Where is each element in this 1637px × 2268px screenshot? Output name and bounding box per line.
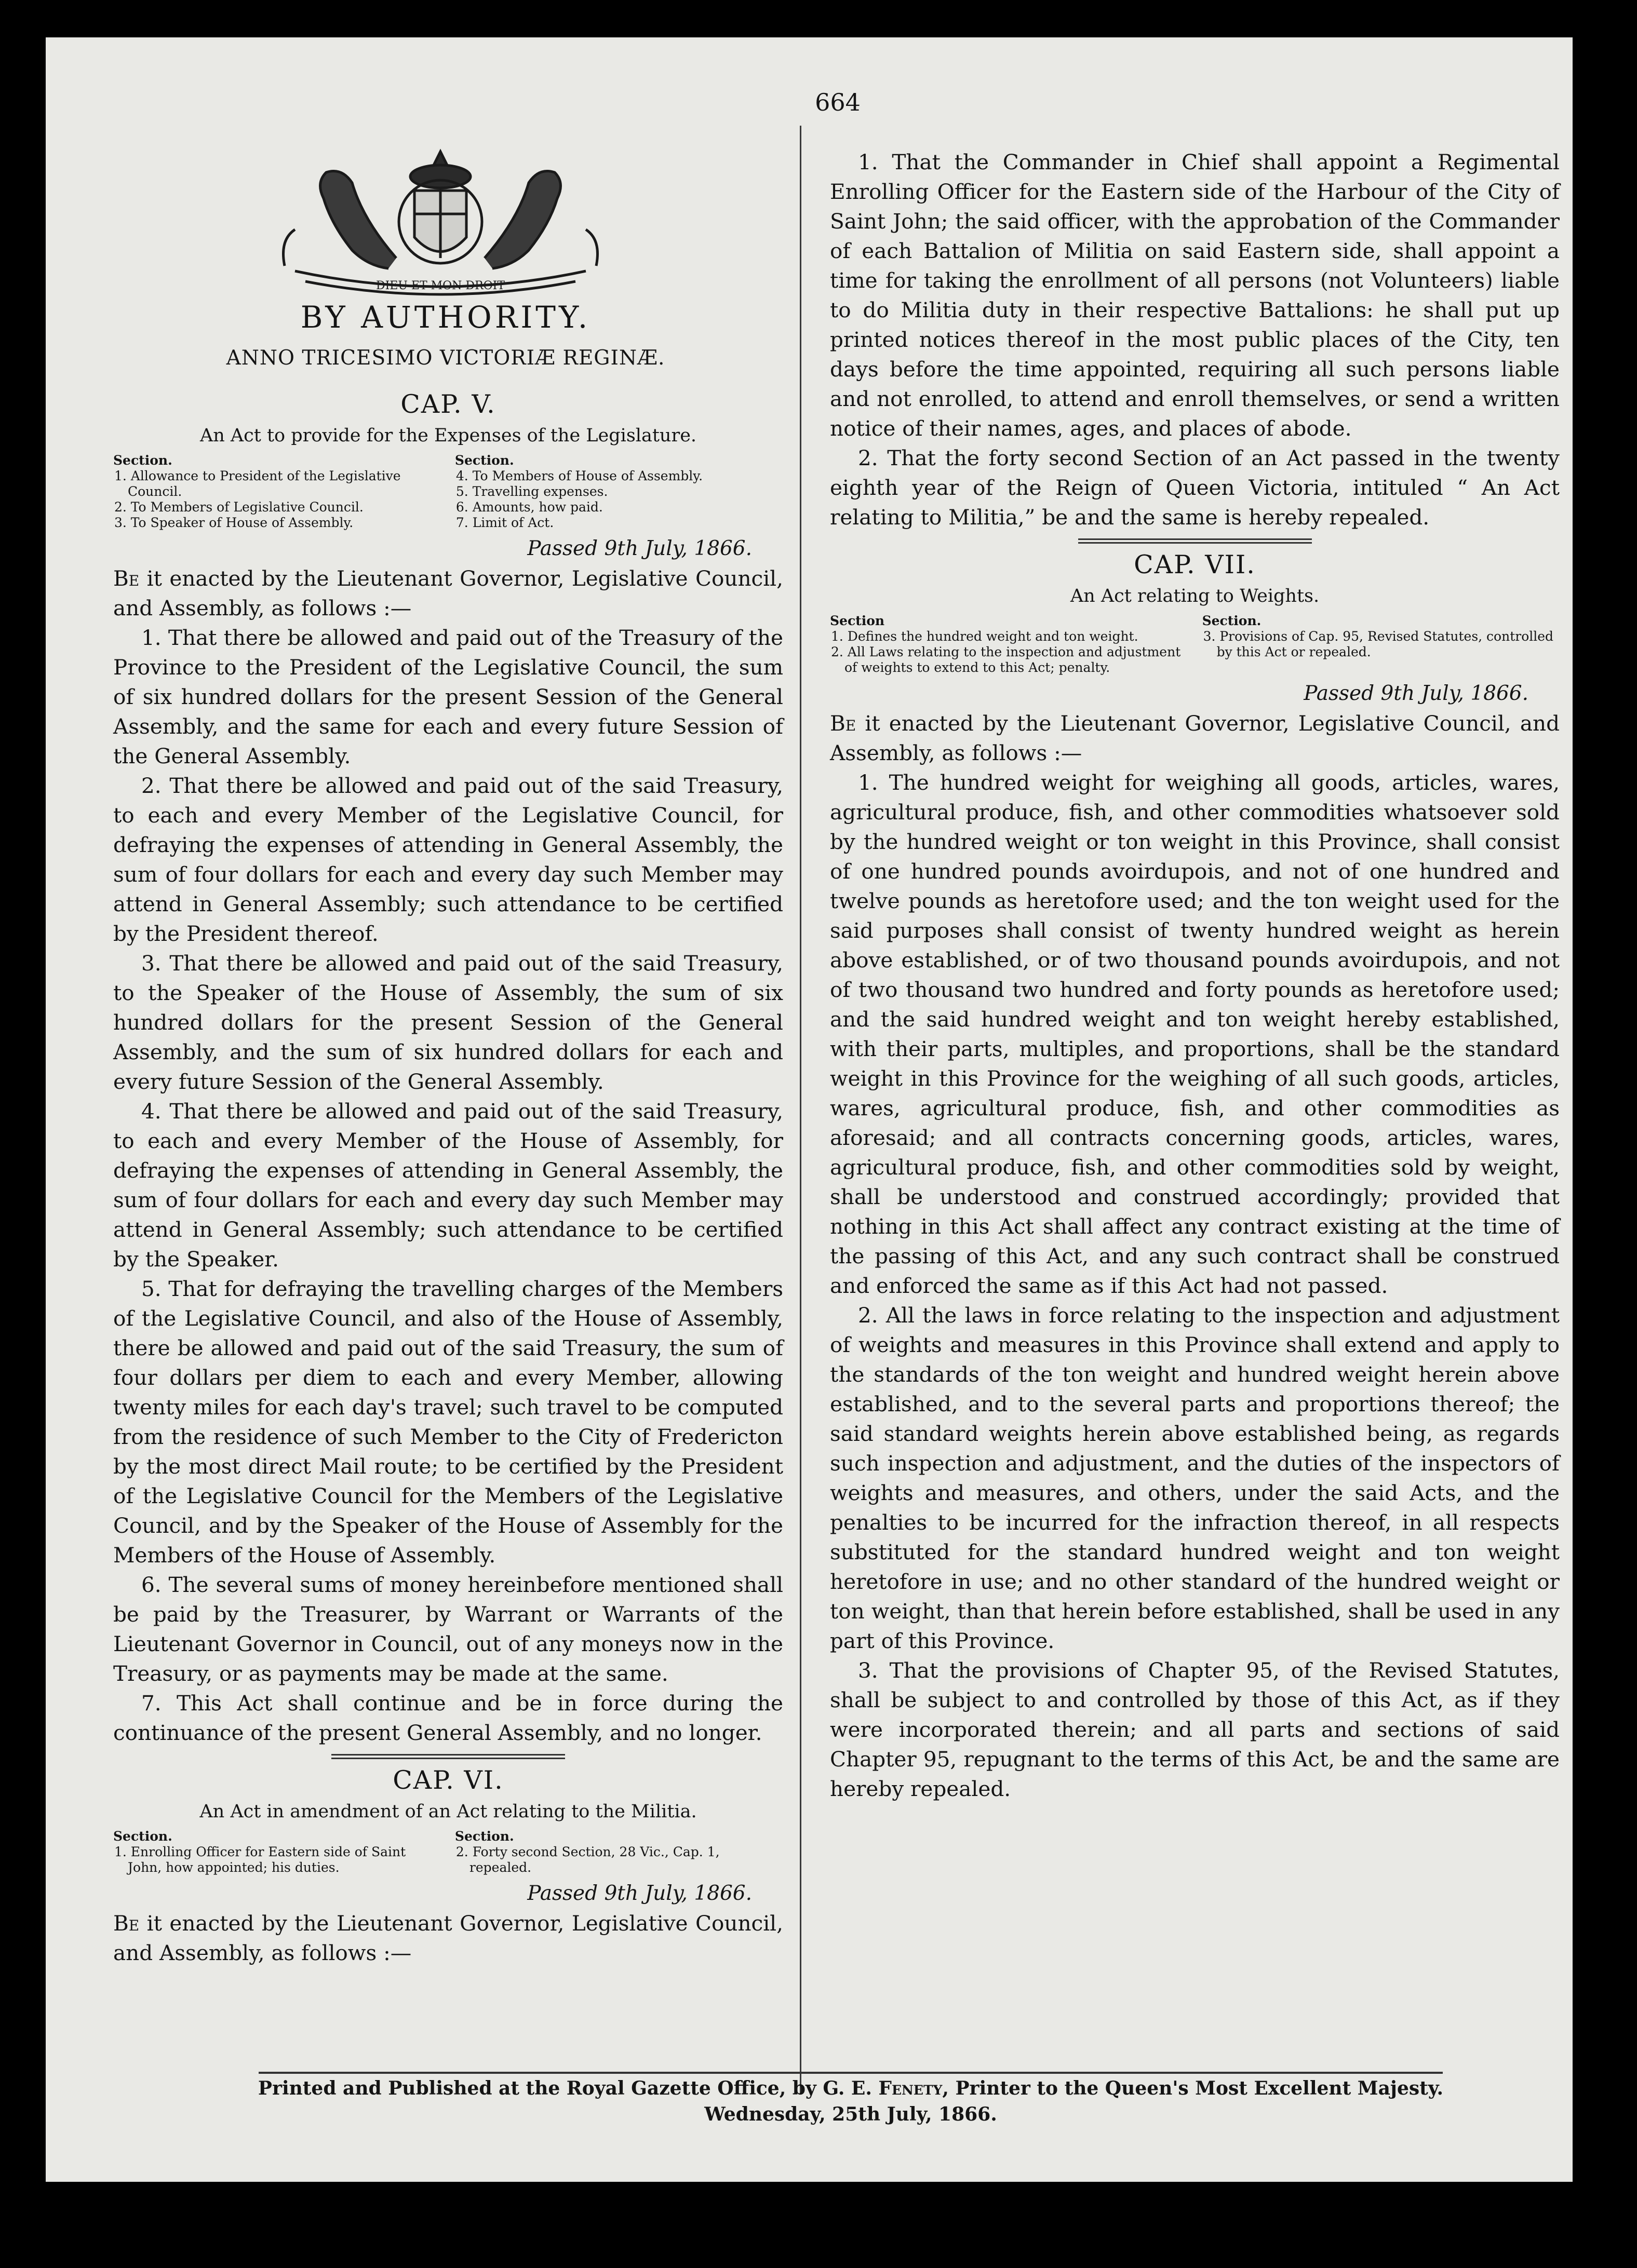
imprint-text: , Printer to the Queen's Most Excellent Majesty. [942, 2077, 1444, 2099]
cap6-title: An Act in amendment of an Act relating to the Militia. [199, 1801, 697, 1822]
cap7-number: CAP. VII. [1134, 550, 1256, 579]
cap5-section-1: 1. That there be allowed and paid out of the Treasury of the Province to the President of the Legislative Council, the sum of six hundred dollars for the present Session of the General Assembly, and the same for each and every future Session of the General Assembly. [113, 625, 783, 768]
passed-label: Passed [527, 1882, 598, 1905]
by-authority-heading: BY AUTHORITY. [300, 300, 591, 335]
passed-date: 9th July, 1866. [604, 537, 752, 560]
gazette-page [46, 37, 1573, 2182]
toc-item: 1. Allowance to President of the Legislative Council. [114, 468, 401, 499]
cap5-section-5: 5. That for defraying the travelling charges of the Members of the Legislative Council, and also of the House of Assembly, there be allowed and paid out of the said Treasury, the sum of four dollars per diem to each and every Member, allowing twenty miles for each day's travel; such travel to be computed from the residence of such Member to the City of Fredericton by the most direct Mail route; to be certified by the President of the Legislative Council for the Members of the Legislative Council, and by the Speaker of the House of Assembly for the Members of the House of Assembly. [113, 1276, 783, 1568]
cap5-enacting-clause [113, 564, 783, 623]
cap5-section-4: 4. That there be allowed and paid out of the said Treasury, to each and every Member of the House of Assembly, for defraying the expenses of attending in General Assembly, the sum of four dollars for each and every day such Member may attend in General Assembly; such attendance to be certified by the Speaker. [113, 1099, 783, 1272]
toc-item: 5. Travelling expenses. [455, 484, 608, 499]
toc-item: 2. Forty second Section, 28 Vic., Cap. 1, repealed. [455, 1844, 720, 1875]
enact-first-word: Be [113, 566, 140, 591]
toc-item: 4. To Members of House of Assembly. [455, 468, 703, 483]
toc-item: 3. To Speaker of House of Assembly. [114, 515, 354, 530]
cap6-section-2: 2. That the forty second Section of an Act passed in the twenty eighth year of the Reign of Queen Victoria, intituled “ An Act relating to Militia,” be and the same is hereby repealed. [830, 446, 1560, 530]
cap6-section-index [113, 1829, 783, 1875]
passed-date: 9th July, 1866. [1380, 682, 1528, 705]
imprint-date: Wednesday, 25th July, 1866. [704, 2103, 997, 2125]
imprint-footer [253, 2075, 1448, 2127]
toc-item: 2. All Laws relating to the inspection and adjustment of weights to extend to this Act; penalty. [831, 644, 1181, 675]
cap5-number: CAP. V. [400, 389, 496, 419]
cap5-section-2: 2. That there be allowed and paid out of the said Treasury, to each and every Member of the Legislative Council, for defraying the expenses of attending in General Assembly, the sum of four dollars for each and every day such Member may attend in General Assembly; such attendance to be certified by the President thereof. [113, 773, 783, 946]
cap7-enacting-clause [830, 709, 1560, 768]
section-rule [331, 1754, 565, 1759]
toc-item: 2. To Members of Legislative Council. [114, 500, 364, 515]
left-column [113, 385, 783, 1968]
cap7-section-1: 1. The hundred weight for weighing all goods, articles, wares, agricultural produce, fish, and other commodities whatsoever sold by the hundred weight or ton weight in this Province, shall consist of one hundred pounds avoirdupois, and not of one hundred and twelve pounds as heretofore used; and the ton weight used for the said purposes shall consist of twenty hundred weight as herein above established, or of two thousand pounds avoirdupois, and not of two thousand two hundred and forty pounds as heretofore used; and the said hundred weight and ton weight hereby established, with their parts, multiples, and proportions, shall be the standard weight in this Province for the weighing of all such goods, articles, wares, agricultural produce, fish, and other commodities as aforesaid; and all contracts concerning goods, articles, wares, agricultural produce, fish, and other commodities sold by weight, shall be understood and construed accordingly; provided that nothing in this Act shall affect any contract existing at the time of the passing of this Act, and any such contract shall be construed and enforced the same as if this Act had not passed. [830, 770, 1560, 1298]
enact-first-word: Be [830, 711, 856, 736]
toc-heading: Section. [1202, 613, 1262, 628]
cap6-enacting-clause [113, 1909, 783, 1968]
cap5-title: An Act to provide for the Expenses of the Legislature. [199, 425, 697, 446]
passed-label: Passed [527, 537, 598, 560]
toc-item: 6. Amounts, how paid. [455, 500, 603, 515]
scan-margin-mark [0, 301, 7, 328]
cap5-section-3: 3. That there be allowed and paid out of the said Treasury, to the Speaker of the House of Assembly, the sum of six hundred dollars for the present Session of the General Assembly, and the sum of six hundred dollars for each and every future Session of the General Assembly. [113, 951, 783, 1094]
toc-item: 7. Limit of Act. [455, 515, 554, 530]
cap5-section-7: 7. This Act shall continue and be in force during the continuance of the present General Assembly, and no longer. [113, 1691, 783, 1745]
imprint-line-1 [253, 2075, 1448, 2101]
cap6-number: CAP. VI. [393, 1765, 504, 1795]
enact-rest: it enacted by the Lieutenant Governor, Legislative Council, and Assembly, as follows :— [113, 566, 783, 620]
cap5-section-index [113, 453, 783, 531]
scan-margin-mark [1579, 1807, 1637, 1837]
toc-heading: Section. [454, 453, 514, 468]
royal-coat-of-arms [274, 136, 607, 297]
anno-heading: ANNO TRICESIMO VICTORIÆ REGINÆ. [226, 346, 665, 370]
enact-rest: it enacted by the Lieutenant Governor, Legislative Council, and Assembly, as follows :— [113, 1911, 783, 1965]
enact-first-word: Be [113, 1911, 140, 1936]
cap7-section-2: 2. All the laws in force relating to the inspection and adjustment of weights and measures in this Province shall extend and apply to the standards of the ton weight and hundred weight herein above established, and to the several parts and proportions thereof; the said standard weights herein above established being, as regards such inspection and adjustment, and the duties of the inspectors of weights and measures, and others, under the said Acts, and the penalties to be incurred for the infraction thereof, in all respects substituted for the standard hundred weight and ton weight heretofore in use; and no other standard of the hundred weight or ton weight, than that herein before established, shall be used in any part of this Province. [830, 1303, 1560, 1653]
toc-item: 1. Defines the hundred weight and ton weight. [831, 629, 1138, 644]
toc-heading: Section. [454, 1829, 514, 1844]
printer-name: Fenety [878, 2077, 943, 2099]
cap5-passed-date [113, 534, 783, 564]
page-number: 664 [815, 88, 861, 116]
cap5-section-6: 6. The several sums of money hereinbefore mentioned shall be paid by the Treasurer, by Warrant or Warrants of the Lieutenant Governor in Council, out of any moneys now in the Treasury, or as payments may be made at the same. [113, 1572, 783, 1686]
crest-motto: DIEU ET MON DROIT [375, 279, 505, 292]
passed-label: Passed [1304, 682, 1375, 705]
imprint-text: Printed and Published at the Royal Gazette Office, by G. E. [258, 2077, 879, 2099]
footer-rule [259, 2072, 1443, 2074]
cap6-section-1: 1. That the Commander in Chief shall appoint a Regimental Enrolling Officer for the Eastern side of the Harbour of the City of Saint John; the said officer, with the approbation of the Commander of each Battalion of Militia on said Eastern side, shall appoint a time for taking the enrollment of all persons (not Volunteers) liable to do Militia duty in their respective Battalions: he shall put up printed notices thereof in the most public places of the City, ten days before the time appointed, requiring all such persons liable and not enrolled, to attend and enroll themselves, or send a written notice of their names, ages, and places of abode. [830, 150, 1560, 441]
cap7-passed-date [830, 679, 1560, 709]
toc-item: 1. Enrolling Officer for Eastern side of Saint John, how appointed; his duties. [114, 1844, 406, 1875]
cap7-title: An Act relating to Weights. [1070, 586, 1320, 606]
toc-item: 3. Provisions of Cap. 95, Revised Statutes, controlled by this Act or repealed. [1203, 629, 1554, 659]
toc-heading: Section [830, 613, 885, 628]
toc-heading: Section. [113, 453, 172, 468]
section-rule [1078, 538, 1312, 544]
cap7-section-3: 3. That the provisions of Chapter 95, of the Revised Statutes, shall be subject to and controlled by those of this Act, as if they were incorporated therein; and all parts and sections of said Chapter 95, repugnant to the terms of this Act, be and the same are hereby repealed. [830, 1658, 1560, 1801]
toc-heading: Section. [113, 1829, 172, 1844]
enact-rest: it enacted by the Lieutenant Governor, Legislative Council, and Assembly, as follows :— [830, 711, 1560, 765]
cap7-section-index [830, 613, 1560, 676]
right-column [830, 147, 1560, 1804]
column-divider [800, 126, 801, 2094]
cap6-passed-date [113, 1879, 783, 1909]
passed-date: 9th July, 1866. [604, 1882, 752, 1905]
